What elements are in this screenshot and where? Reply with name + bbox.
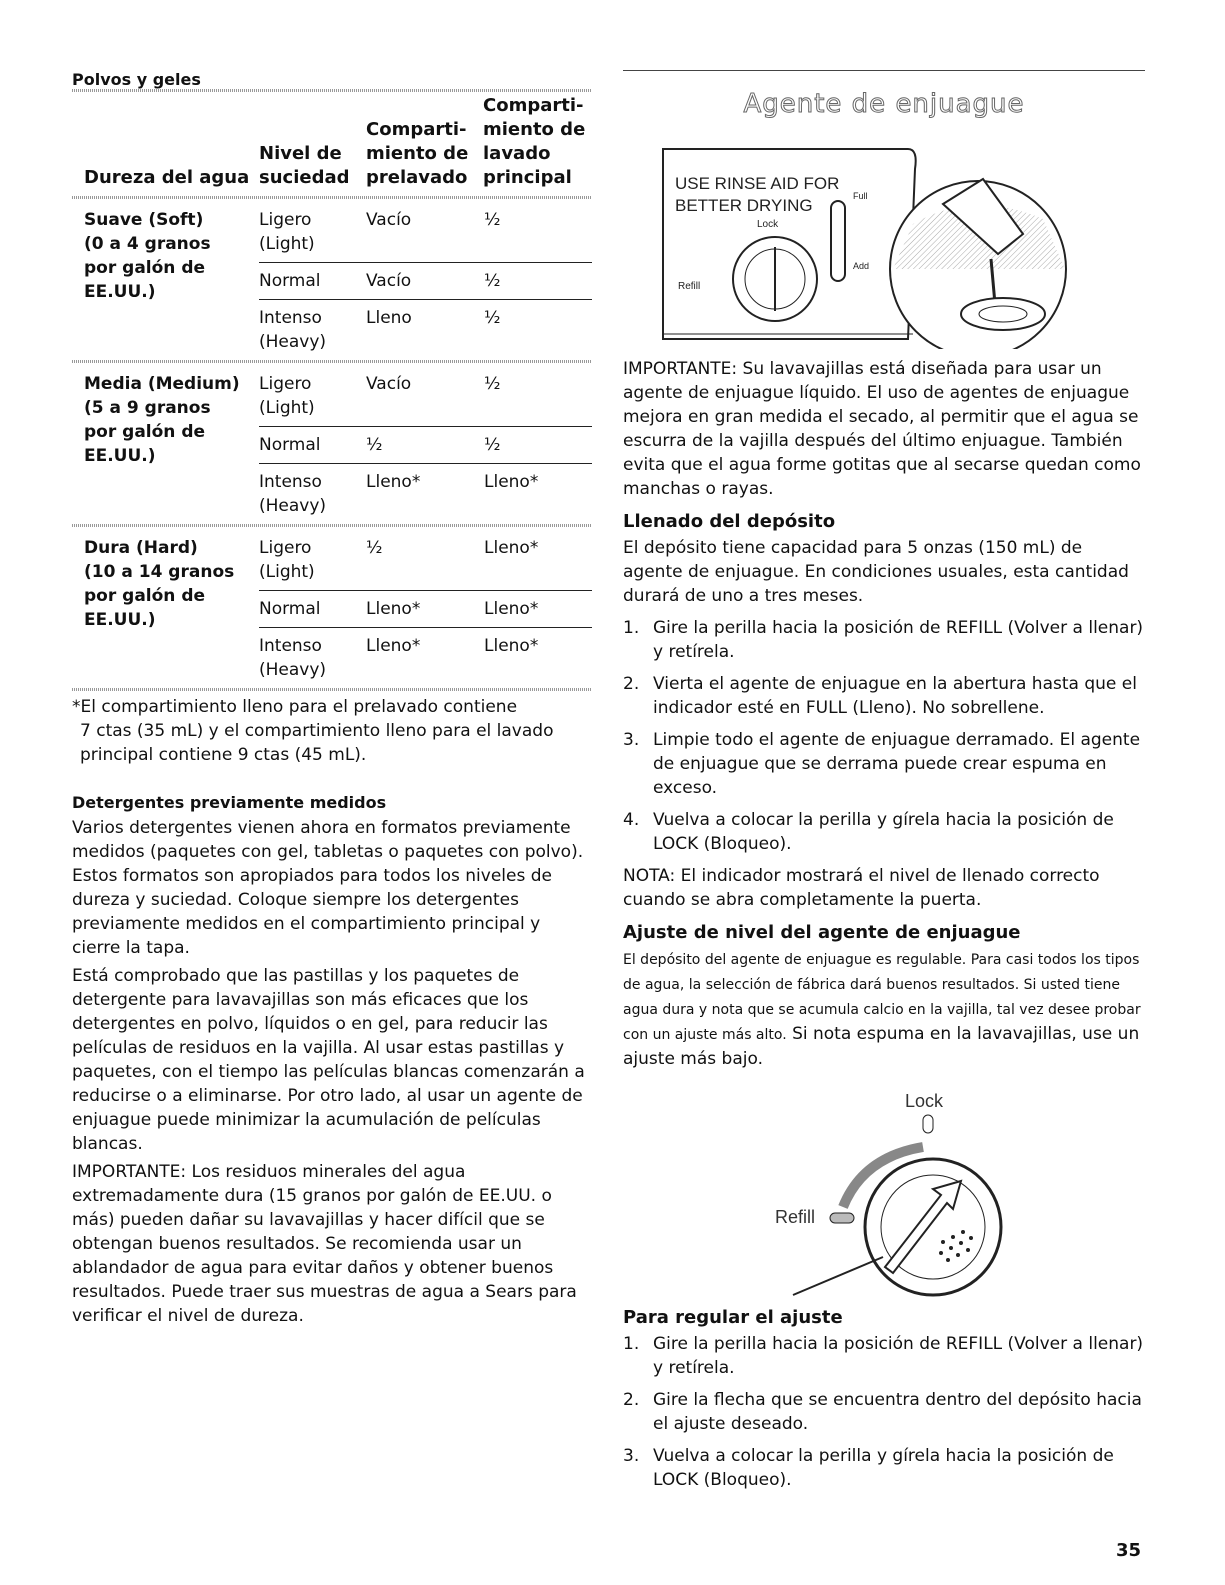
table-title: Polvos y geles	[72, 70, 201, 89]
soil-level-cell: Ligero (Light)	[259, 374, 315, 418]
paragraph: El depósito del agente de enjuague es regulable. Para casi todos los tipos de agua, la selección de fábrica dará buenos resultados. Si usted tiene agua dura y nota que se acumula calcio en la vajilla, tal vez desee probar con un ajuste más alto. Si nota espuma en la lavavajillas, use un ajuste más bajo.	[623, 952, 1141, 1069]
main-wash-cell: ½	[484, 210, 501, 230]
adjust-heading: Ajuste de nivel del agente de enjuague	[623, 922, 1021, 943]
paragraph: El depósito tiene capacidad para 5 onzas (150 mL) de agente de enjuague. En condiciones usuales, esta cantidad durará de uno a tres meses.	[623, 538, 1129, 606]
list-item: 2. Gire la flecha que se encuentra dentro del depósito hacia el ajuste deseado.	[623, 1390, 1142, 1434]
table-row	[259, 590, 592, 627]
hardness-label: Dura (Hard) (10 a 14 granos por galón de EE.UU.)	[84, 538, 235, 630]
prewash-cell: ½	[366, 538, 383, 558]
right-column	[623, 70, 1145, 1500]
fill-steps	[623, 616, 1145, 856]
main-wash-cell: ½	[484, 308, 501, 328]
rinse-aid-dispenser-illustration	[623, 129, 1145, 349]
table-header	[72, 92, 592, 196]
table-group	[72, 527, 592, 688]
main-wash-cell: ½	[484, 435, 501, 455]
paragraph: Varios detergentes vienen ahora en formatos previamente medidos (paquetes con gel, tabletas o paquetes con polvo). Estos formatos son apropiados para todos los niveles de dureza y suciedad. Coloque siempre los detergentes previamente medidos en el compartimiento principal y cierre la tapa.	[72, 818, 584, 958]
lock-label: Lock	[757, 219, 779, 230]
soil-level-cell: Intenso (Heavy)	[259, 308, 327, 352]
refill-label: Refill	[678, 281, 701, 292]
soil-level-cell: Normal	[259, 435, 321, 455]
prewash-cell: Vacío	[366, 210, 412, 230]
note-paragraph: NOTA: El indicador mostrará el nivel de llenado correcto cuando se abra completamente la puerta.	[623, 866, 1100, 910]
full-label: Full	[853, 191, 868, 201]
header-main-wash: Comparti- miento de lavado principal	[483, 95, 586, 188]
regulate-heading: Para regular el ajuste	[623, 1307, 843, 1328]
hardness-table	[72, 199, 592, 691]
list-item: 3. Vuelva a colocar la perilla y gírela hacia la posición de LOCK (Bloqueo).	[623, 1446, 1114, 1490]
soil-level-cell: Intenso (Heavy)	[259, 472, 327, 516]
table-row	[259, 530, 592, 590]
dial	[865, 1159, 1001, 1295]
soil-level-cell: Normal	[259, 599, 321, 619]
main-wash-cell: Lleno*	[484, 599, 539, 619]
main-wash-cell: Lleno*	[484, 472, 539, 492]
list-item: 3. Limpie todo el agente de enjuague derramado. El agente de enjuague que se derrama puede crear espuma en exceso.	[623, 730, 1141, 798]
header-soil-level: Nivel de suciedad	[259, 143, 350, 188]
soil-level-cell: Intenso (Heavy)	[259, 636, 327, 680]
prewash-cell: Lleno	[366, 308, 412, 328]
main-wash-cell: ½	[484, 271, 501, 291]
refill-label: Refill	[775, 1207, 816, 1227]
premeasured-heading: Detergentes previamente medidos	[72, 793, 387, 812]
table-row	[259, 426, 592, 463]
footnote-line: *El compartimiento lleno para el prelavado contiene	[72, 697, 518, 717]
header-prewash: Comparti- miento de prelavado	[366, 119, 469, 188]
header-water-hardness: Dureza del agua	[84, 167, 250, 188]
hardness-label: Media (Medium) (5 a 9 granos por galón de EE.UU.)	[84, 374, 240, 466]
hardness-label: Suave (Soft) (0 a 4 granos por galón de EE.UU.)	[84, 210, 211, 302]
fill-heading: Llenado del depósito	[623, 511, 836, 532]
paragraph: IMPORTANTE: Su lavavajillas está diseñada para usar un agente de enjuague líquido. El uso de agentes de enjuague mejora en gran medida el secado, al permitir que el agua se escurra de la vajilla después del último enjuague. También evita que el agua forme gotitas que al secarse quedan como manchas o rayas.	[623, 359, 1141, 499]
prewash-cell: Vacío	[366, 374, 412, 394]
prewash-cell: Lleno*	[366, 599, 421, 619]
main-wash-cell: Lleno*	[484, 538, 539, 558]
dispenser-label-line2: BETTER DRYING	[675, 196, 813, 215]
list-item: 1. Gire la perilla hacia la posición de REFILL (Volver a llenar) y retírela.	[623, 618, 1144, 662]
dispenser-label-line1: USE RINSE AID FOR	[675, 174, 840, 193]
table-row	[259, 262, 592, 299]
divider	[623, 70, 1145, 71]
table-row	[259, 202, 592, 262]
table-footnote	[72, 695, 592, 767]
soil-level-cell: Ligero (Light)	[259, 538, 315, 582]
table-group	[72, 199, 592, 360]
footnote-line: 7 ctas (35 mL) y el compartimiento lleno para el lavado	[80, 721, 554, 741]
prewash-cell: Vacío	[366, 271, 412, 291]
main-wash-cell: Lleno*	[484, 636, 539, 656]
soil-level-cell: Normal	[259, 271, 321, 291]
paragraph: IMPORTANTE: Los residuos minerales del agua extremadamente dura (15 granos por galón de EE.UU. o más) pueden dañar su lavavajillas y hacer difícil que se obtengan buenos resultados. Se recomienda usar un ablandador de agua para evitar daños y obtener buenos resultados. Puede traer sus muestras de agua a Sears para verificar el nivel de dureza.	[72, 1162, 577, 1326]
dial-adjustment-illustration	[623, 1077, 1145, 1297]
table-row	[259, 627, 592, 688]
level-indicator	[831, 201, 845, 281]
table-row	[259, 463, 592, 524]
footnote-line: principal contiene 9 ctas (45 mL).	[80, 745, 367, 765]
table-row	[259, 299, 592, 360]
list-item: 4. Vuelva a colocar la perilla y gírela hacia la posición de LOCK (Bloqueo).	[623, 810, 1114, 854]
main-wash-cell: ½	[484, 374, 501, 394]
regulate-steps	[623, 1332, 1145, 1492]
paragraph: Está comprobado que las pastillas y los paquetes de detergente para lavavajillas son más eficaces que los detergentes en polvo, líquidos o en gel, para reducir las películas de residuos en la vajilla. Al usar estas pastillas y paquetes, con el tiempo las películas blancas comenzarán a reducirse o a eliminarse. Por otro lado, al usar un agente de enjuague puede minimizar la acumulación de películas blancas.	[72, 966, 585, 1154]
dispenser-opening	[961, 298, 1045, 330]
prewash-cell: ½	[366, 435, 383, 455]
add-label: Add	[853, 261, 870, 271]
section-title: Agente de enjuague	[743, 89, 1025, 119]
table-group	[72, 363, 592, 524]
soil-level-cell: Ligero (Light)	[259, 210, 315, 254]
prewash-cell: Lleno*	[366, 636, 421, 656]
page-number: 35	[1115, 1540, 1141, 1561]
divider	[72, 688, 592, 691]
prewash-cell: Lleno*	[366, 472, 421, 492]
left-column	[72, 70, 592, 1332]
table-row	[259, 366, 592, 426]
list-item: 2. Vierta el agente de enjuague en la abertura hasta que el indicador esté en FULL (Lleno). No sobrellene.	[623, 674, 1137, 718]
list-item: 1. Gire la perilla hacia la posición de REFILL (Volver a llenar) y retírela.	[623, 1334, 1144, 1378]
lock-label: Lock	[905, 1091, 944, 1111]
